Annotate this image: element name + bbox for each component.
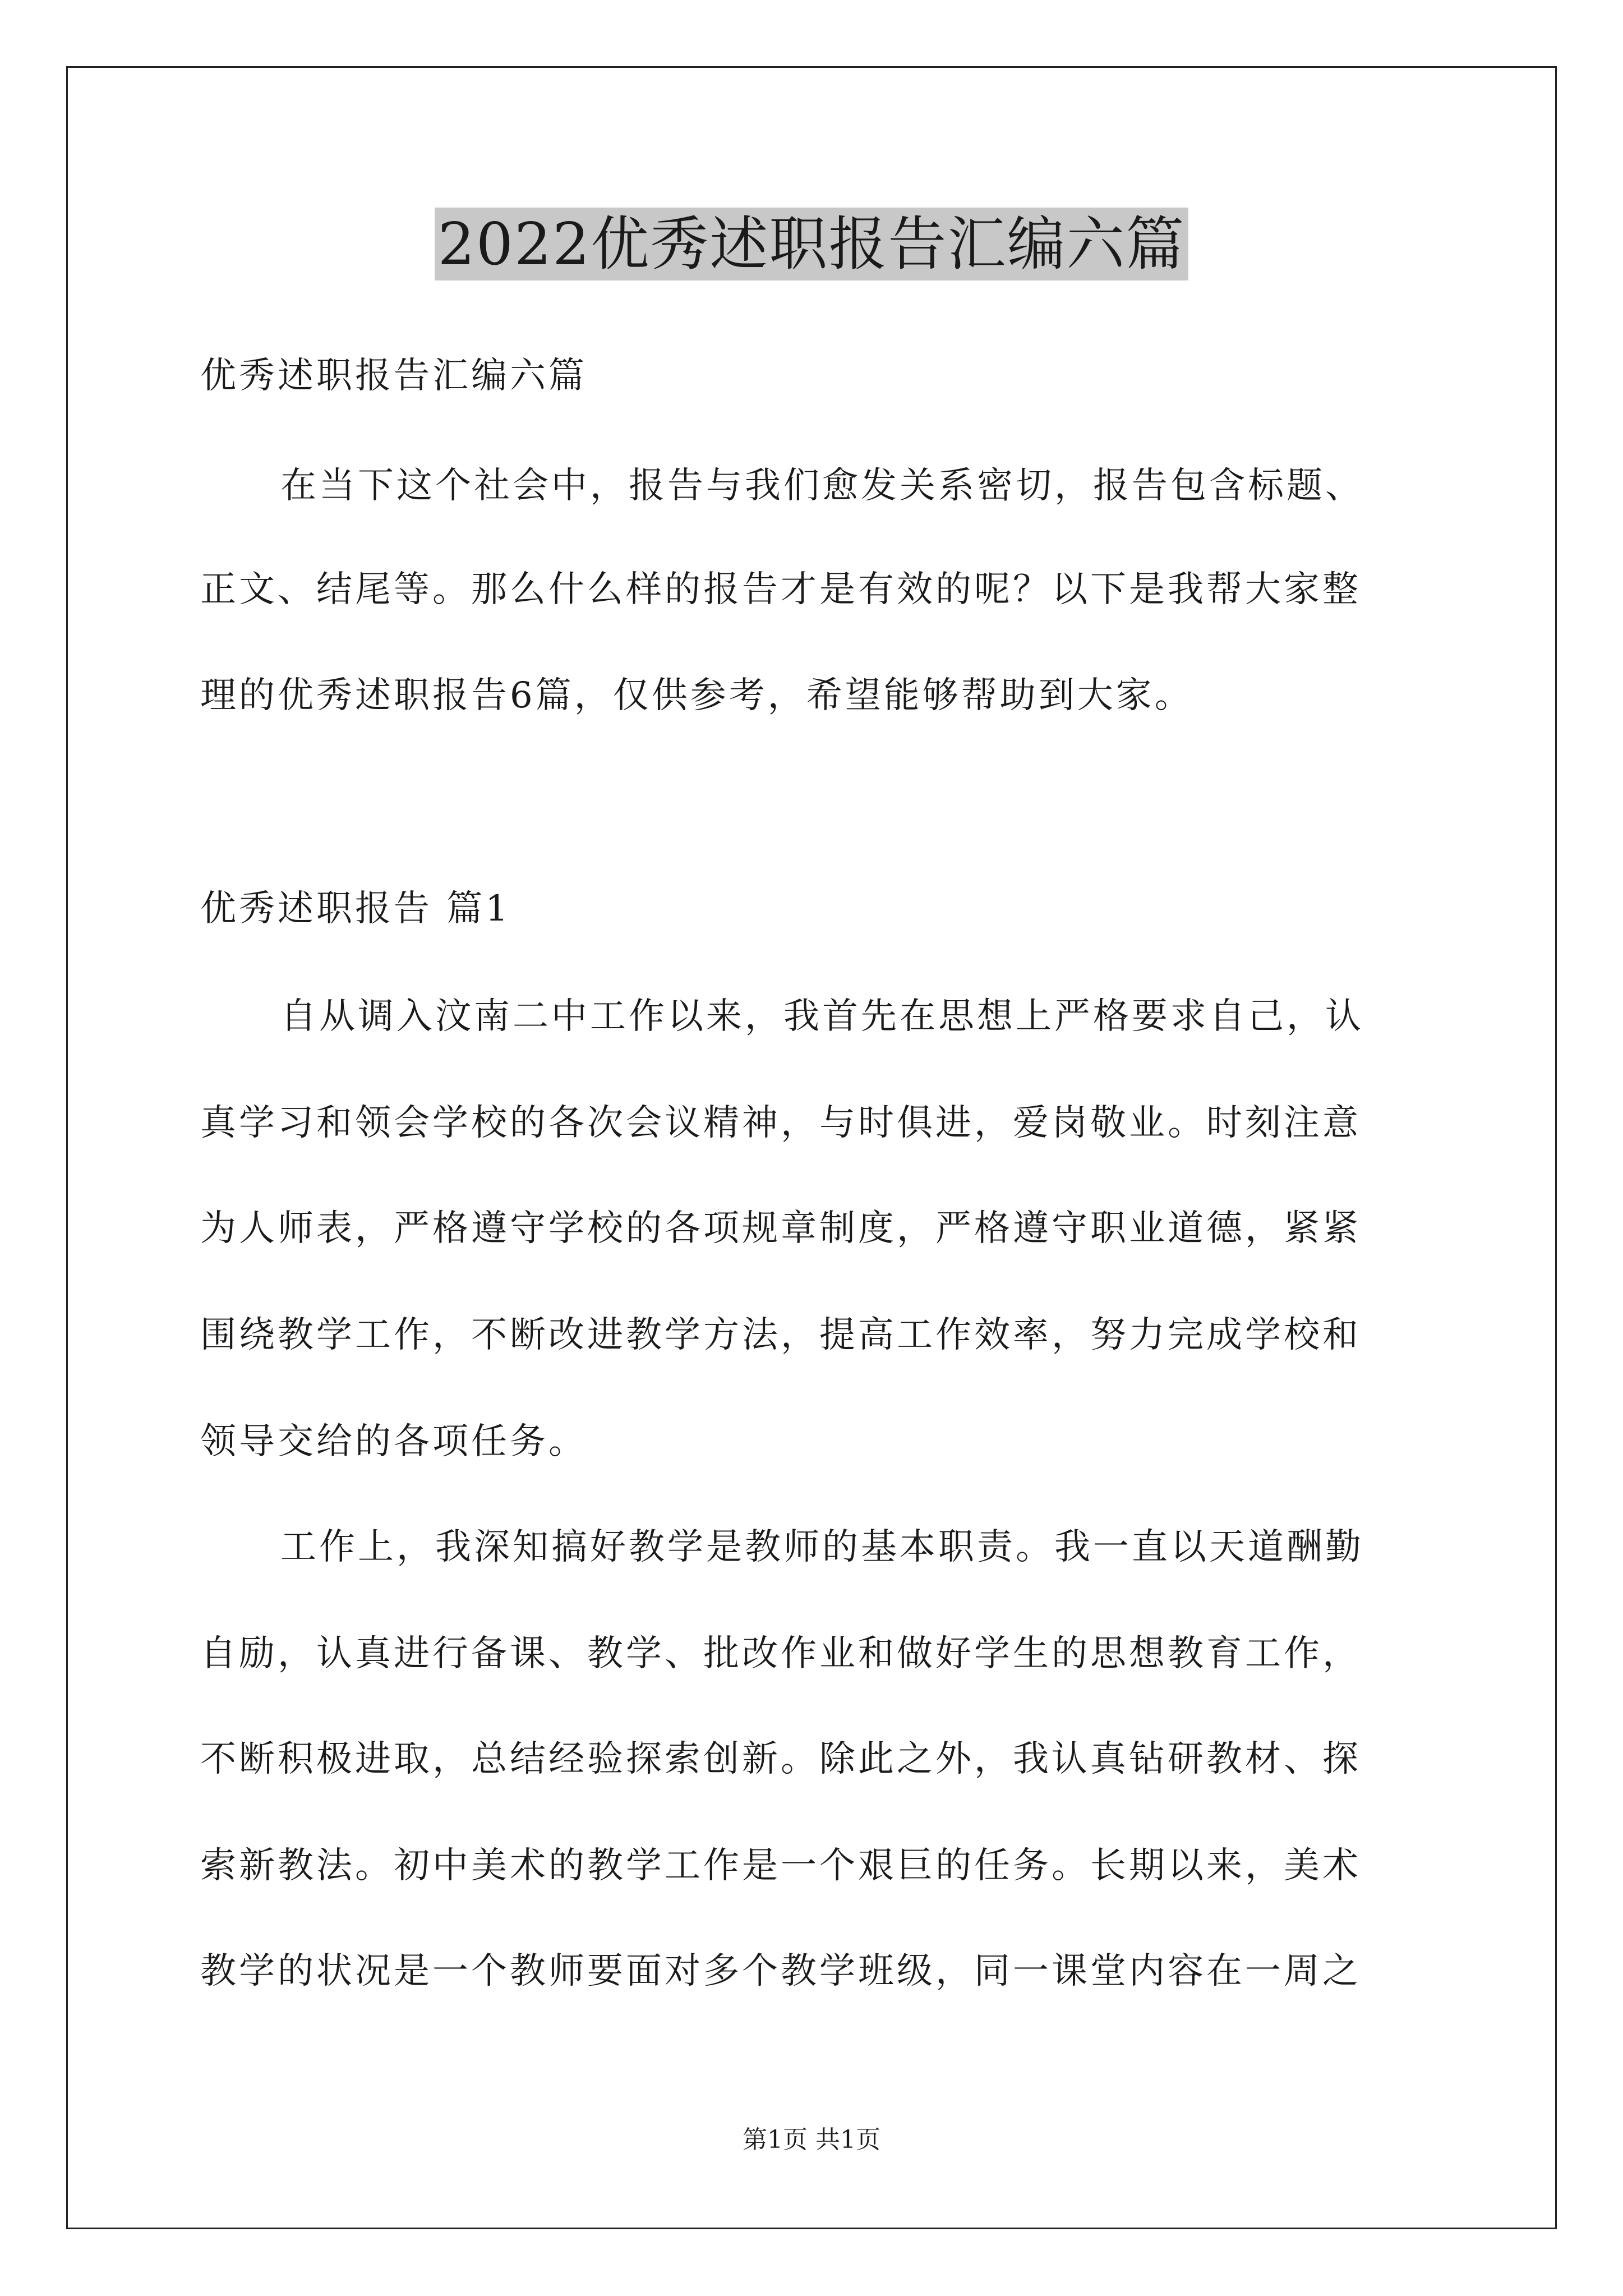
paragraph2-line-3: 不断积极进取，总结经验探索创新。除此之外，我认真钻研教材、探 bbox=[200, 1738, 1361, 1780]
paragraph1-line-5: 领导交给的各项任务。 bbox=[200, 1421, 587, 1462]
paragraph2-line-1: 工作上，我深知搞好教学是教师的基本职责。我一直以天道酬勤 bbox=[280, 1526, 1364, 1568]
paragraph1-line-1: 自从调入汶南二中工作以来，我首先在思想上严格要求自己，认 bbox=[280, 996, 1364, 1037]
paragraph1-line-3: 为人师表，严格遵守学校的各项规章制度，严格遵守职业道德，紧紧 bbox=[200, 1208, 1361, 1249]
intro-line-3: 理的优秀述职报告6篇，仅供参考，希望能够帮助到大家。 bbox=[200, 675, 1193, 716]
document-title bbox=[0, 205, 1623, 283]
intro-line-1: 在当下这个社会中，报告与我们愈发关系密切，报告包含标题、 bbox=[280, 465, 1364, 507]
paragraph1-line-2: 真学习和领会学校的各次会议精神，与时俱进，爱岗敬业。时刻注意 bbox=[200, 1102, 1361, 1144]
intro-line-2: 正文、结尾等。那么什么样的报告才是有效的呢？以下是我帮大家整 bbox=[200, 569, 1361, 610]
document-subtitle: 优秀述职报告汇编六篇 bbox=[200, 355, 587, 397]
paragraph2-line-5: 教学的状况是一个教师要面对多个教学班级，同一课堂内容在一周之 bbox=[200, 1950, 1361, 1992]
paragraph2-line-4: 索新教法。初中美术的教学工作是一个艰巨的任务。长期以来，美术 bbox=[200, 1845, 1361, 1887]
section-heading: 优秀述职报告 篇1 bbox=[200, 888, 511, 930]
page-indicator: 第1页 共1页 bbox=[743, 2125, 880, 2154]
document-title-text: 2022优秀述职报告汇编六篇 bbox=[435, 208, 1189, 280]
paragraph2-line-2: 自励，认真进行备课、教学、批改作业和做好学生的思想教育工作， bbox=[200, 1633, 1361, 1674]
paragraph1-line-4: 围绕教学工作，不断改进教学方法，提高工作效率，努力完成学校和 bbox=[200, 1314, 1361, 1356]
